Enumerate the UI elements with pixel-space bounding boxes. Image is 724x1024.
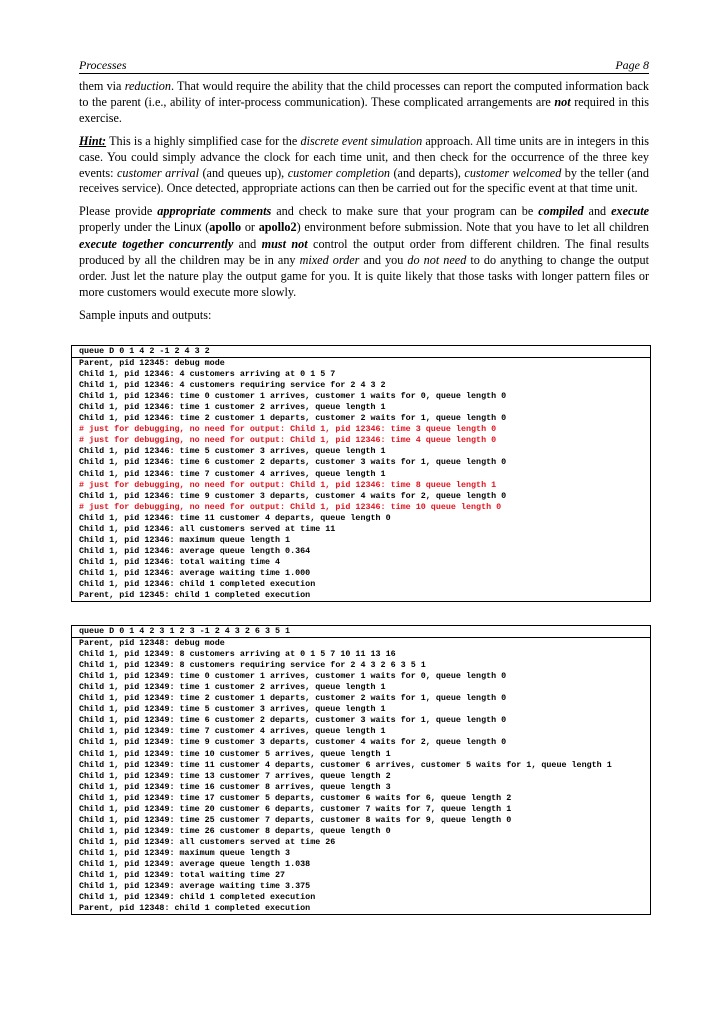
- output-line: Child 1, pid 12349: average waiting time 3.375: [79, 881, 311, 892]
- output-line: Child 1, pid 12346: 4 customers requiring service for 2 4 3 2: [79, 380, 386, 391]
- text-run: must not: [261, 237, 308, 252]
- output-line: Child 1, pid 12349: time 7 customer 4 arrives, queue length 1: [79, 726, 386, 737]
- body-text: [79, 79, 649, 324]
- output-line: Child 1, pid 12349: time 26 customer 8 departs, queue length 0: [79, 825, 391, 836]
- sample-label: Sample inputs and outputs:: [79, 307, 212, 322]
- text-run: approach. All time units are in integers in this case. You could simply advance the clock for each time unit, and then check for the occurrence of the three key events:: [79, 133, 649, 180]
- output-line: Child 1, pid 12346: time 1 customer 2 arrives, queue length 1: [79, 402, 386, 413]
- output-line: Child 1, pid 12349: time 13 customer 7 arrives, queue length 2: [79, 770, 391, 781]
- output-line: Child 1, pid 12346: child 1 completed execution: [79, 578, 316, 589]
- text-run: control the output order from different children. The final results produced by all the children may be in any: [79, 237, 649, 268]
- output-line: Child 1, pid 12349: time 2 customer 1 departs, customer 2 waits for 1, queue length 0: [79, 693, 507, 704]
- debug-output-line: # just for debugging, no need for output: Child 1, pid 12346: time 8 queue length 1: [79, 479, 497, 490]
- text-run: required in this exercise.: [79, 94, 650, 125]
- output-line: Child 1, pid 12349: time 20 customer 6 departs, customer 7 waits for 7, queue length 1: [79, 803, 512, 814]
- output-line: Child 1, pid 12349: time 1 customer 2 arrives, queue length 1: [79, 682, 386, 693]
- text-run: Linux: [174, 222, 202, 235]
- debug-output-line: # just for debugging, no need for output: Child 1, pid 12346: time 10 queue length 0: [79, 501, 502, 512]
- debug-output-line: # just for debugging, no need for output: Child 1, pid 12346: time 4 queue length 0: [79, 435, 497, 446]
- text-run: to do anything to change the output order. Just let the nature play the output game for you. It is quite likely that those tasks with longer pattern files or more customers would execute more slowly.: [79, 253, 650, 299]
- text-run: (: [201, 220, 210, 235]
- text-run: discrete event simulation: [300, 133, 423, 148]
- text-run: and: [583, 204, 612, 219]
- text-run: them via: [79, 79, 125, 93]
- output-line: Child 1, pid 12349: 8 customers arriving at 0 1 5 7 10 11 13 16: [79, 649, 396, 660]
- output-line: Child 1, pid 12346: time 7 customer 4 arrives, queue length 1: [79, 468, 386, 479]
- output-line: Child 1, pid 12346: time 6 customer 2 departs, customer 3 waits for 1, queue length 0: [79, 457, 507, 468]
- output-line: Child 1, pid 12346: all customers served at time 11: [79, 523, 336, 534]
- text-run: or: [241, 220, 259, 235]
- header-section-title: Processes: [79, 58, 127, 72]
- output-line: Child 1, pid 12346: time 2 customer 1 departs, customer 2 waits for 1, queue length 0: [79, 413, 507, 424]
- output-line: Child 1, pid 12349: time 11 customer 4 departs, customer 6 arrives, customer 5 waits for 1, queue length 1: [79, 759, 612, 770]
- output-line: Child 1, pid 12346: time 11 customer 4 departs, queue length 0: [79, 512, 391, 523]
- text-run: customer completion: [287, 165, 391, 180]
- text-run: (and queues up),: [199, 165, 288, 180]
- text-run: properly under the: [79, 220, 175, 235]
- text-run: reduction: [124, 79, 171, 93]
- text-run: Please provide: [79, 204, 158, 219]
- text-run: customer welcomed: [464, 165, 562, 180]
- output-line: Child 1, pid 12349: 8 customers requiring service for 2 4 3 2 6 3 5 1: [79, 660, 426, 671]
- sample-output-box-1: [71, 345, 651, 602]
- page-header: [79, 59, 649, 74]
- output-line: Child 1, pid 12346: average queue length 0.364: [79, 545, 311, 556]
- text-run: mixed order: [299, 253, 360, 268]
- output-line: Child 1, pid 12349: time 5 customer 3 arrives, queue length 1: [79, 704, 386, 715]
- sample-output-lines-1: [72, 358, 650, 601]
- output-line: Child 1, pid 12349: average queue length 1.038: [79, 858, 311, 869]
- output-line: Child 1, pid 12349: maximum queue length 3: [79, 847, 291, 858]
- text-run: do not need: [407, 253, 467, 268]
- text-run: appropriate comments: [157, 204, 272, 219]
- text-run: ) environment before submission. Note that you have to let all children: [296, 220, 649, 235]
- sample-command-2: queue D 0 1 4 2 3 1 2 3 -1 2 4 3 2 6 3 5 1: [72, 626, 650, 638]
- sample-output-box-2: [71, 625, 651, 915]
- output-line: Child 1, pid 12346: time 9 customer 3 departs, customer 4 waits for 2, queue length 0: [79, 490, 507, 501]
- output-line: Child 1, pid 12346: time 0 customer 1 arrives, customer 1 waits for 0, queue length 0: [79, 391, 507, 402]
- paragraph-reduction: [79, 79, 649, 127]
- text-run: compiled: [538, 204, 584, 219]
- output-line: Child 1, pid 12349: all customers served at time 26: [79, 836, 336, 847]
- paragraph-hint: [79, 134, 649, 198]
- text-run: This is a highly simplified case for the: [106, 133, 301, 148]
- sample-command-1: queue D 0 1 4 2 -1 2 4 3 2: [72, 346, 650, 358]
- sample-output-lines-2: [72, 638, 650, 914]
- output-line: Child 1, pid 12349: time 16 customer 8 arrives, queue length 3: [79, 781, 391, 792]
- output-line: Child 1, pid 12346: 4 customers arriving at 0 1 5 7: [79, 369, 336, 380]
- header-page-number: Page 8: [615, 58, 649, 72]
- text-run: customer arrival: [117, 165, 200, 180]
- text-run: (and departs),: [390, 165, 465, 180]
- text-run: apollo: [209, 220, 242, 235]
- text-run: and check to make sure that your program can be: [271, 204, 539, 219]
- output-line: Child 1, pid 12349: time 9 customer 3 departs, customer 4 waits for 2, queue length 0: [79, 737, 507, 748]
- text-run: execute: [611, 204, 649, 219]
- output-line: Child 1, pid 12349: child 1 completed execution: [79, 892, 316, 903]
- output-line: Parent, pid 12348: child 1 completed execution: [79, 903, 311, 914]
- text-run: and you: [359, 253, 408, 268]
- output-line: Child 1, pid 12349: time 6 customer 2 departs, customer 3 waits for 1, queue length 0: [79, 715, 507, 726]
- output-line: Parent, pid 12345: child 1 completed execution: [79, 590, 311, 601]
- debug-output-line: # just for debugging, no need for output: Child 1, pid 12346: time 3 queue length 0: [79, 424, 497, 435]
- output-line: Parent, pid 12345: debug mode: [79, 358, 225, 369]
- paragraph-instructions: [79, 204, 649, 300]
- text-run: Hint:: [79, 133, 107, 148]
- output-line: Child 1, pid 12346: time 5 customer 3 arrives, queue length 1: [79, 446, 386, 457]
- output-line: Child 1, pid 12349: time 17 customer 5 departs, customer 6 waits for 6, queue length 2: [79, 792, 512, 803]
- output-line: Child 1, pid 12349: time 0 customer 1 arrives, customer 1 waits for 0, queue length 0: [79, 671, 507, 682]
- text-run: by the teller (and receives service). Once detected, appropriate actions can then be carried out for the specific event at that time unit.: [79, 165, 649, 196]
- text-run: apollo2: [258, 220, 297, 235]
- text-run: and: [233, 237, 262, 252]
- output-line: Child 1, pid 12346: maximum queue length 1: [79, 534, 291, 545]
- text-run: execute together concurrently: [79, 237, 234, 252]
- text-run: . That would require the ability that the child processes can report the computed information back to the parent (i.e., ability of inter-process communication). These complicated arrangements are: [79, 79, 649, 109]
- output-line: Child 1, pid 12349: total waiting time 27: [79, 870, 286, 881]
- output-line: Child 1, pid 12346: average waiting time 1.000: [79, 567, 311, 578]
- text-run: not: [554, 94, 571, 109]
- output-line: Child 1, pid 12349: time 25 customer 7 departs, customer 8 waits for 9, queue length 0: [79, 814, 512, 825]
- output-line: Child 1, pid 12349: time 10 customer 5 arrives, queue length 1: [79, 748, 391, 759]
- output-line: Child 1, pid 12346: total waiting time 4: [79, 556, 281, 567]
- output-line: Parent, pid 12348: debug mode: [79, 638, 225, 649]
